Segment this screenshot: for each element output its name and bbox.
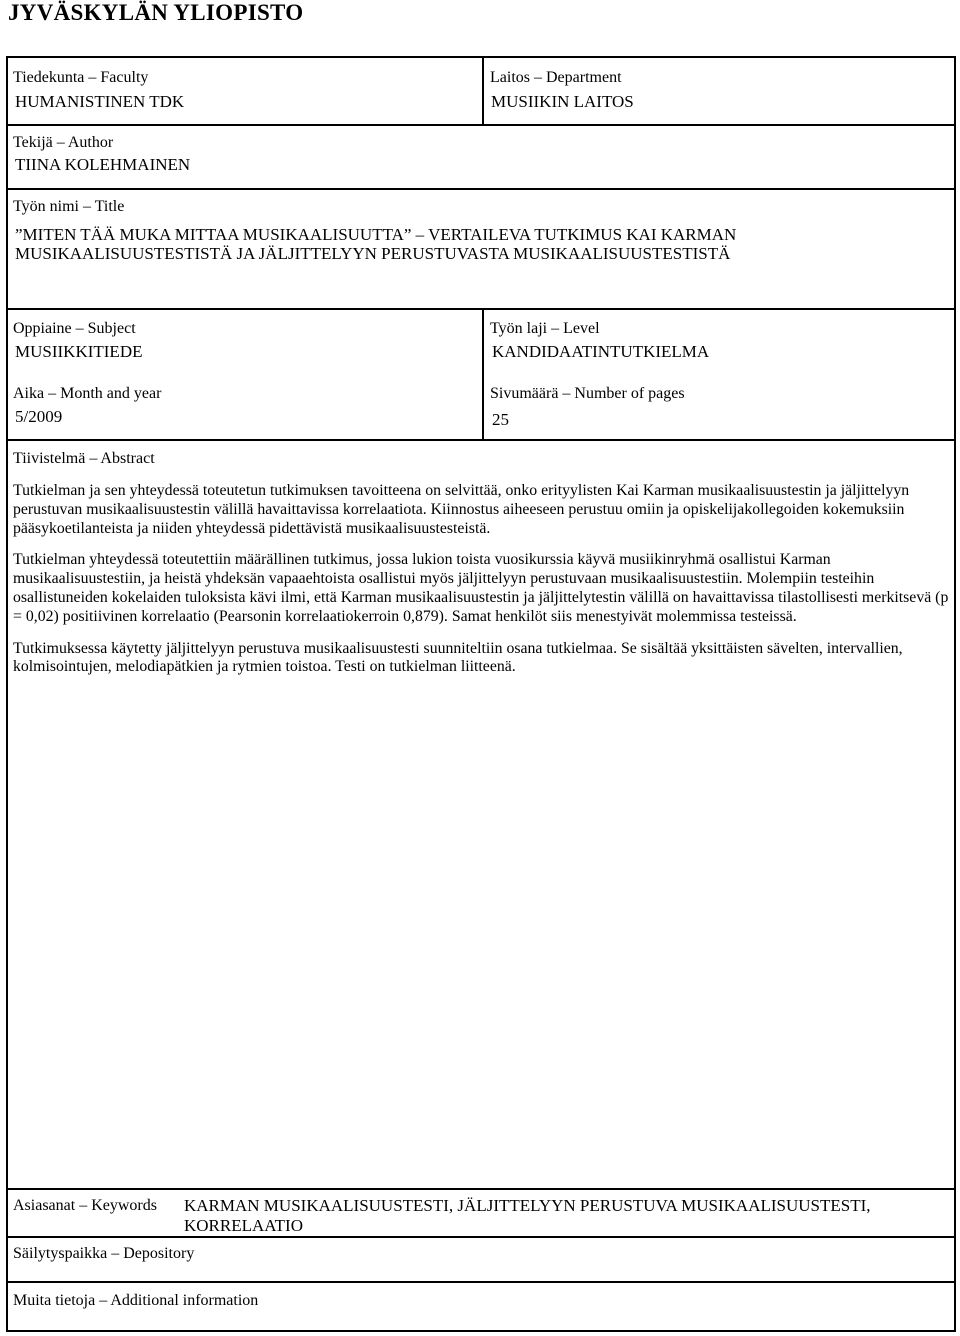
column-divider — [482, 56, 484, 125]
divider — [6, 1281, 956, 1283]
faculty-value: HUMANISTINEN TDK — [15, 92, 185, 111]
author-value: TIINA KOLEHMAINEN — [15, 155, 191, 174]
title-label: Työn nimi – Title — [13, 198, 125, 215]
abstract-label: Tiivistelmä – Abstract — [13, 450, 155, 467]
abstract-paragraph: Tutkielman yhteydessä toteutettiin määrällinen tutkimus, jossa lukion toista vuosikurssia käyvä musiikinryhmä osallistui Karman musikaalisuustestiin, ja heistä yhdeksän vapaaehtoista osallistui myös jäljittelyyn perustuvaan musikaalisuustestiin. Molempiin testeihin osallistuneiden kokelaiden tuloksista kävi ilmi, että Karman musikaalisuustestin ja jäljittelytestin välillä on havaittavissa tilastollisesti merkitsevä (p = 0,02) positiivinen korrelaatio (Pearsonin korrelaatiokerroin 0,879). Samat henkilöt siis menestyivät molemmissa testeissä. — [13, 551, 949, 625]
department-label: Laitos – Department — [490, 69, 622, 86]
divider — [6, 188, 956, 190]
faculty-label: Tiedekunta – Faculty — [13, 69, 149, 86]
keywords-line-1: KARMAN MUSIKAALISUUSTESTI, JÄLJITTELYYN PERUSTUVA MUSIKAALISUUSTESTI, — [184, 1196, 871, 1215]
divider — [6, 439, 956, 441]
divider — [6, 1188, 956, 1190]
divider — [6, 308, 956, 310]
abstract-paragraph: Tutkielman ja sen yhteydessä toteutetun tutkimuksen tavoitteena on selvittää, onko erityylisten Kai Karman musikaalisuustestin ja jäljittelyyn perustuvan musikaalisuustestin välillä havaittavissa korrelaatiota. Kiinnostus aiheeseen perustuu omiin ja opiskelijakollegoiden kokemuksiin pääsykoetilanteista ja niiden yhteydessä pidettävistä musikaalisuustesteistä. — [13, 482, 910, 537]
department-value: MUSIIKIN LAITOS — [491, 92, 634, 111]
abstract-paragraph: Tutkimuksessa käytetty jäljittelyyn perustuva musikaalisuustesti suunniteltiin osana tutkielmaa. Se sisältää yksittäisten sävelten, intervallien, kolmisointujen, melodiapätkien ja rytmien toistoa. Testi on tutkielman liitteenä. — [13, 639, 903, 676]
keywords-line-2: KORRELAATIO — [184, 1216, 303, 1235]
subject-label: Oppiaine – Subject — [13, 320, 136, 337]
title-line-1: ”MITEN TÄÄ MUKA MITTAA MUSIKAALISUUTTA” – VERTAILEVA TUTKIMUS KAI KARMAN — [15, 225, 737, 244]
author-label: Tekijä – Author — [13, 134, 114, 151]
divider — [6, 124, 956, 126]
pages-value: 25 — [492, 410, 509, 429]
additional-info-label: Muita tietoja – Additional information — [13, 1292, 259, 1309]
subject-value: MUSIIKKITIEDE — [15, 342, 143, 361]
column-divider — [482, 308, 484, 440]
depository-label: Säilytyspaikka – Depository — [13, 1245, 195, 1262]
level-value: KANDIDAATINTUTKIELMA — [492, 342, 710, 361]
date-value: 5/2009 — [15, 407, 63, 426]
divider — [6, 1236, 956, 1238]
pages-label: Sivumäärä – Number of pages — [490, 385, 685, 402]
date-label: Aika – Month and year — [13, 385, 162, 402]
title-line-2: MUSIKAALISUUSTESTISTÄ JA JÄLJITTELYYN PERUSTUVASTA MUSIKAALISUUSTESTISTÄ — [15, 244, 731, 263]
abstract-body — [13, 482, 951, 690]
university-name: JYVÄSKYLÄN YLIOPISTO — [8, 0, 304, 25]
level-label: Työn laji – Level — [490, 320, 600, 337]
keywords-label: Asiasanat – Keywords — [13, 1197, 157, 1214]
